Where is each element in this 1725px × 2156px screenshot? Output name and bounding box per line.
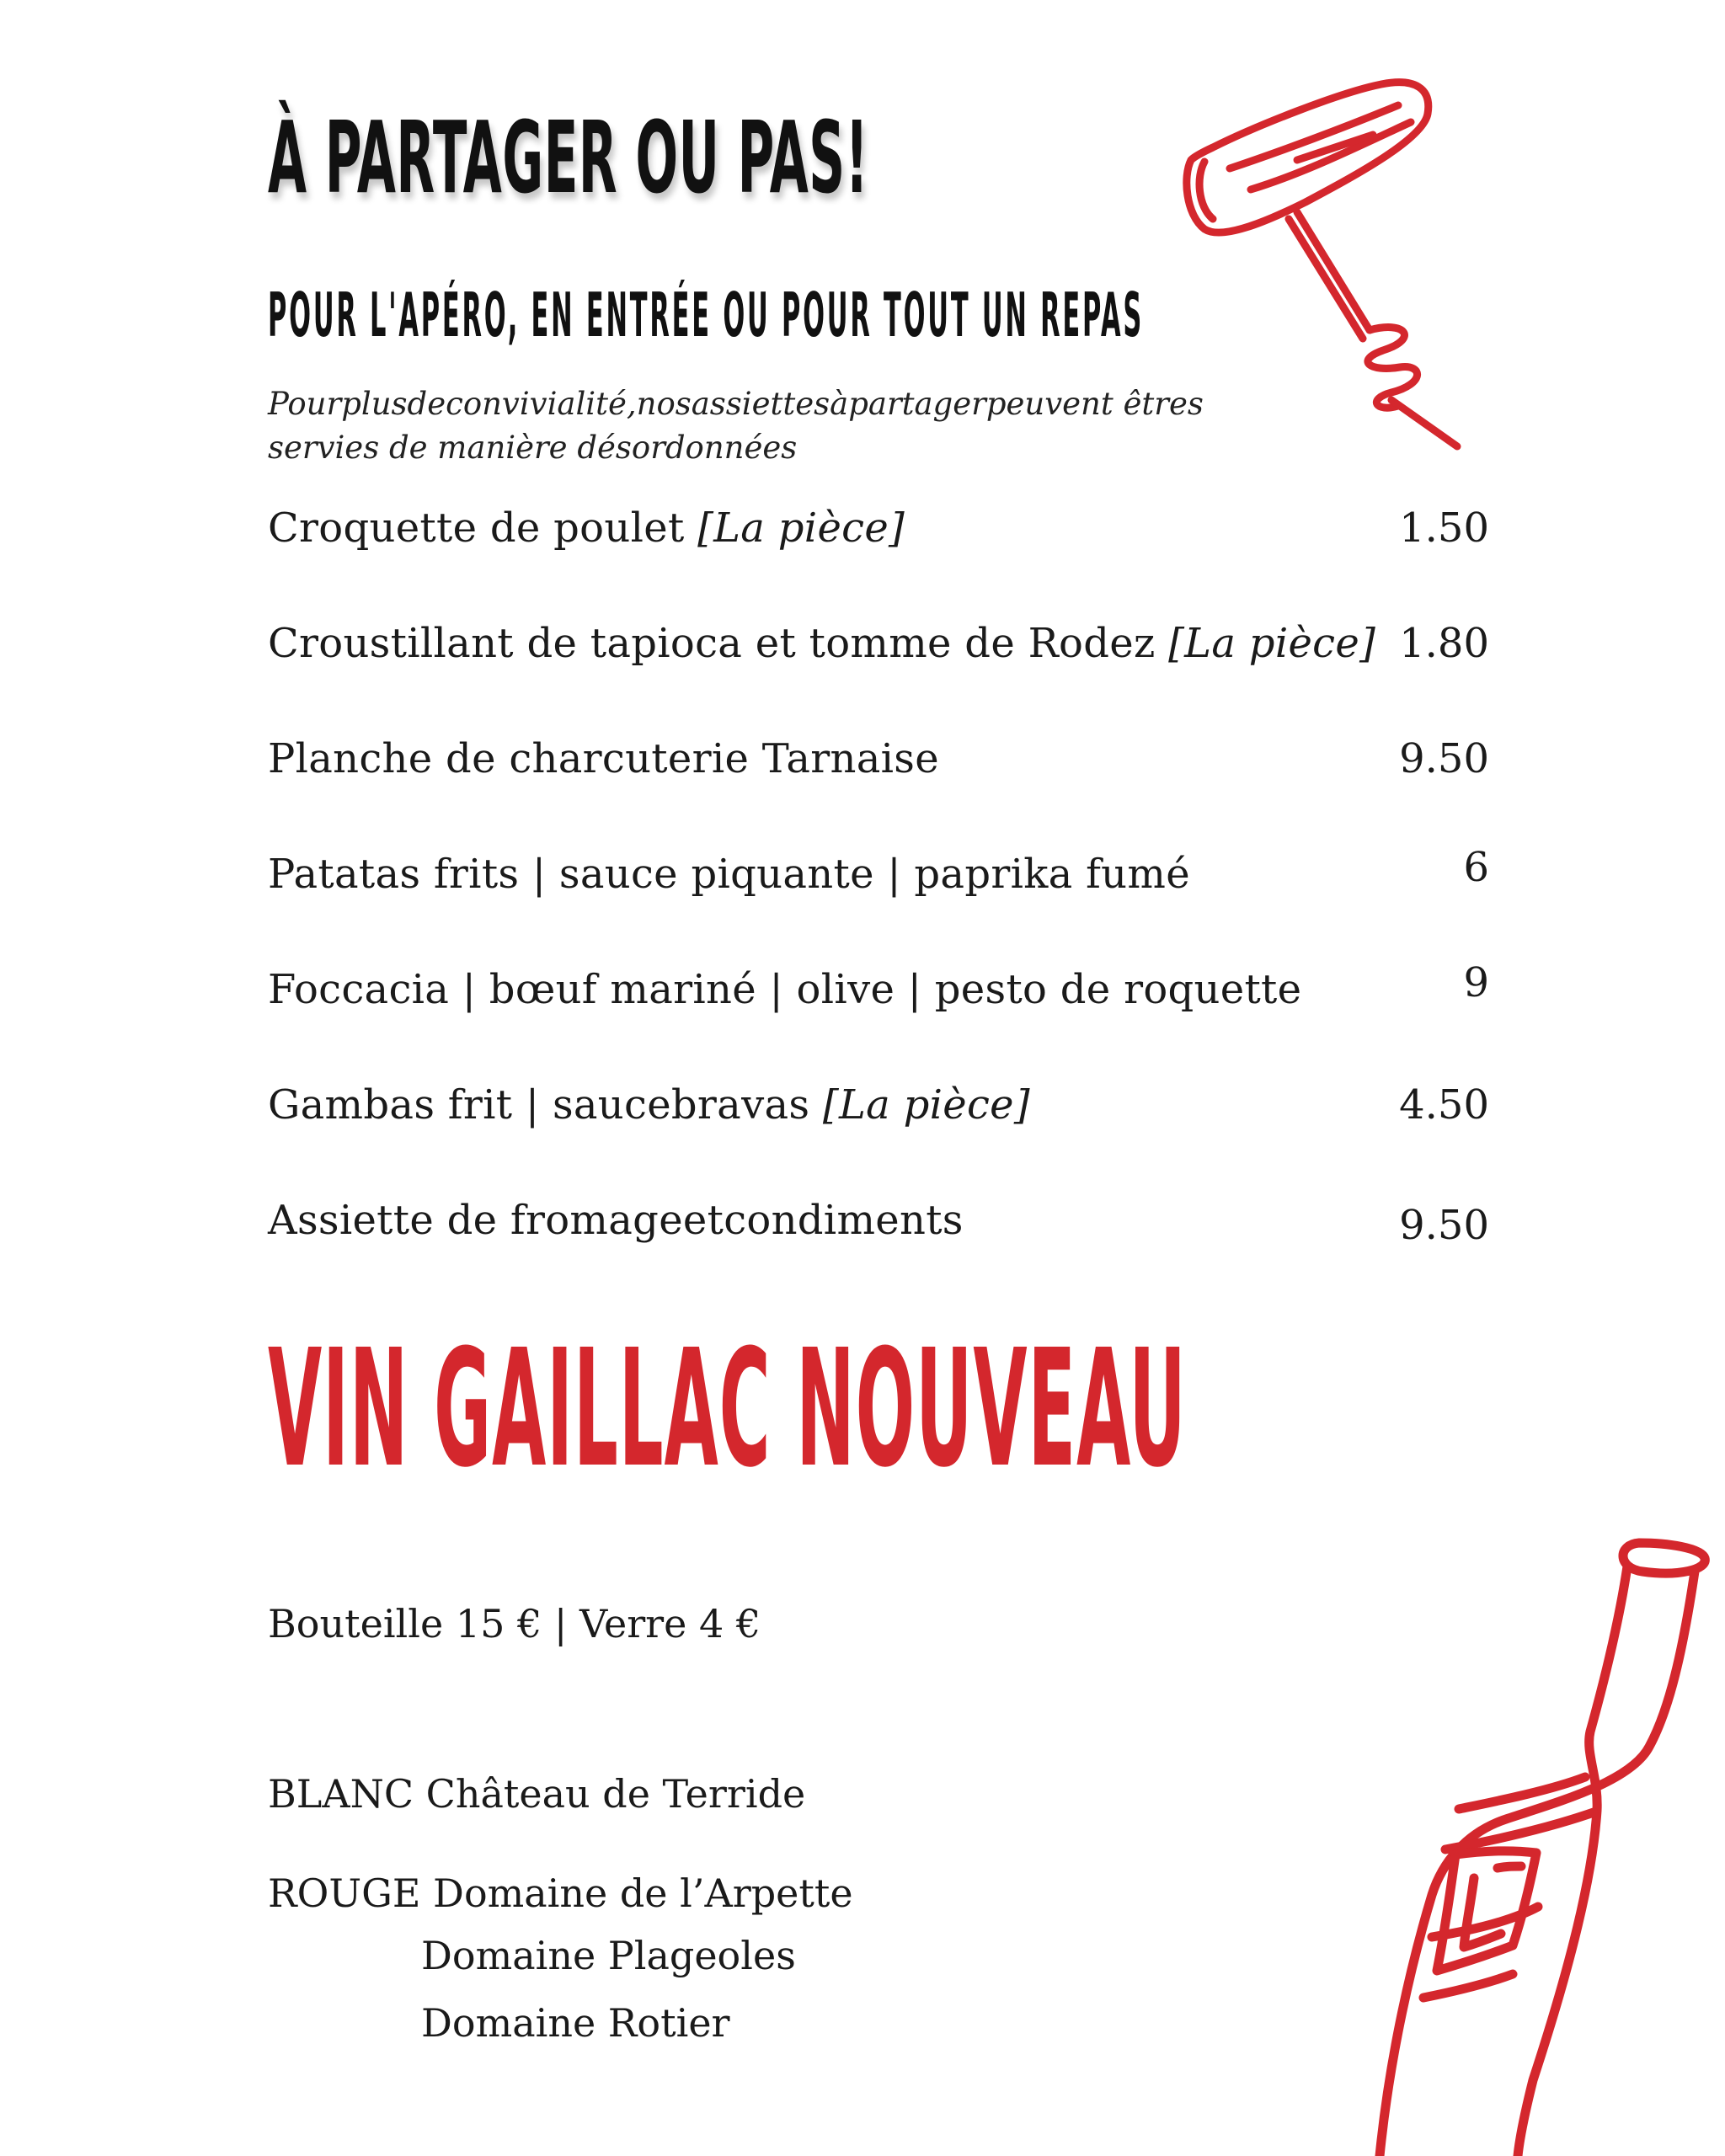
- menu-item: [268, 845, 1489, 960]
- menu-item-price: 1.80: [1399, 620, 1489, 667]
- menu-list: [268, 499, 1489, 1306]
- menu-item-label: Assiette de fromageetcondiments: [268, 1197, 964, 1244]
- menu-item-price: 4.50: [1399, 1081, 1489, 1129]
- menu-item-price: 6: [1463, 844, 1489, 891]
- intro-text: [268, 382, 1279, 470]
- menu-item-name: [268, 499, 905, 558]
- menu-item: [268, 960, 1489, 1075]
- menu-item-label: Planche de charcuterie Tarnaise: [268, 735, 939, 782]
- menu-item-price: 9: [1463, 959, 1489, 1006]
- menu-item: [268, 499, 1489, 614]
- menu-item-name: [268, 729, 939, 788]
- menu-item-name: [268, 1075, 1030, 1134]
- intro-line-2: servies de manière désordonnées: [268, 430, 798, 466]
- menu-item-note: [La pièce]: [1168, 620, 1376, 667]
- wine-rouge-3: Domaine Rotier: [421, 2000, 730, 2046]
- wine-rouge: ROUGE Domaine de l’Arpette: [268, 1870, 853, 1916]
- menu-item: [268, 1075, 1489, 1191]
- wine-blanc: BLANC Château de Terride: [268, 1771, 806, 1817]
- wine-bottle-icon: [1365, 1533, 1725, 2156]
- wine-rouge-2: Domaine Plageoles: [421, 1933, 796, 1978]
- wine-pricing: Bouteille 15 € | Verre 4 €: [268, 1601, 761, 1646]
- menu-item-label: Patatas frits | sauce piquante | paprika fumé: [268, 851, 1190, 898]
- intro-line-1: Pourplusdeconvivialité,nosassiettesàpartagerpeuvent êtres: [268, 386, 1204, 422]
- menu-item-label: Foccacia | bœuf mariné | olive | pesto de roquette: [268, 966, 1302, 1013]
- corkscrew-icon: [1171, 67, 1491, 455]
- menu-item-price: 9.50: [1399, 735, 1489, 782]
- menu-item-name: [268, 960, 1301, 1019]
- menu-item-price: 9.50: [1399, 1202, 1489, 1249]
- menu-item-note: [La pièce]: [697, 504, 905, 552]
- menu-item: [268, 1191, 1489, 1306]
- menu-item-label: Gambas frit | saucebravas: [268, 1081, 823, 1129]
- menu-item: [268, 614, 1489, 729]
- wine-section-title: VIN GAILLAC NOUVEAU: [268, 1315, 1187, 1503]
- menu-item-name: [268, 614, 1375, 673]
- menu-item-label: Croustillant de tapioca et tomme de Rodez: [268, 620, 1169, 667]
- page-title: À PARTAGER OU PAS!: [268, 99, 869, 216]
- menu-item-label: Croquette de poulet: [268, 504, 698, 552]
- menu-item: [268, 729, 1489, 845]
- menu-item-name: [268, 1191, 964, 1250]
- menu-item-price: 1.50: [1399, 504, 1489, 552]
- page-subtitle: POUR L'APÉRO, EN ENTRÉE OU POUR TOUT UN REPAS: [268, 280, 1145, 350]
- menu-item-name: [268, 845, 1190, 904]
- menu-item-note: [La pièce]: [822, 1081, 1030, 1129]
